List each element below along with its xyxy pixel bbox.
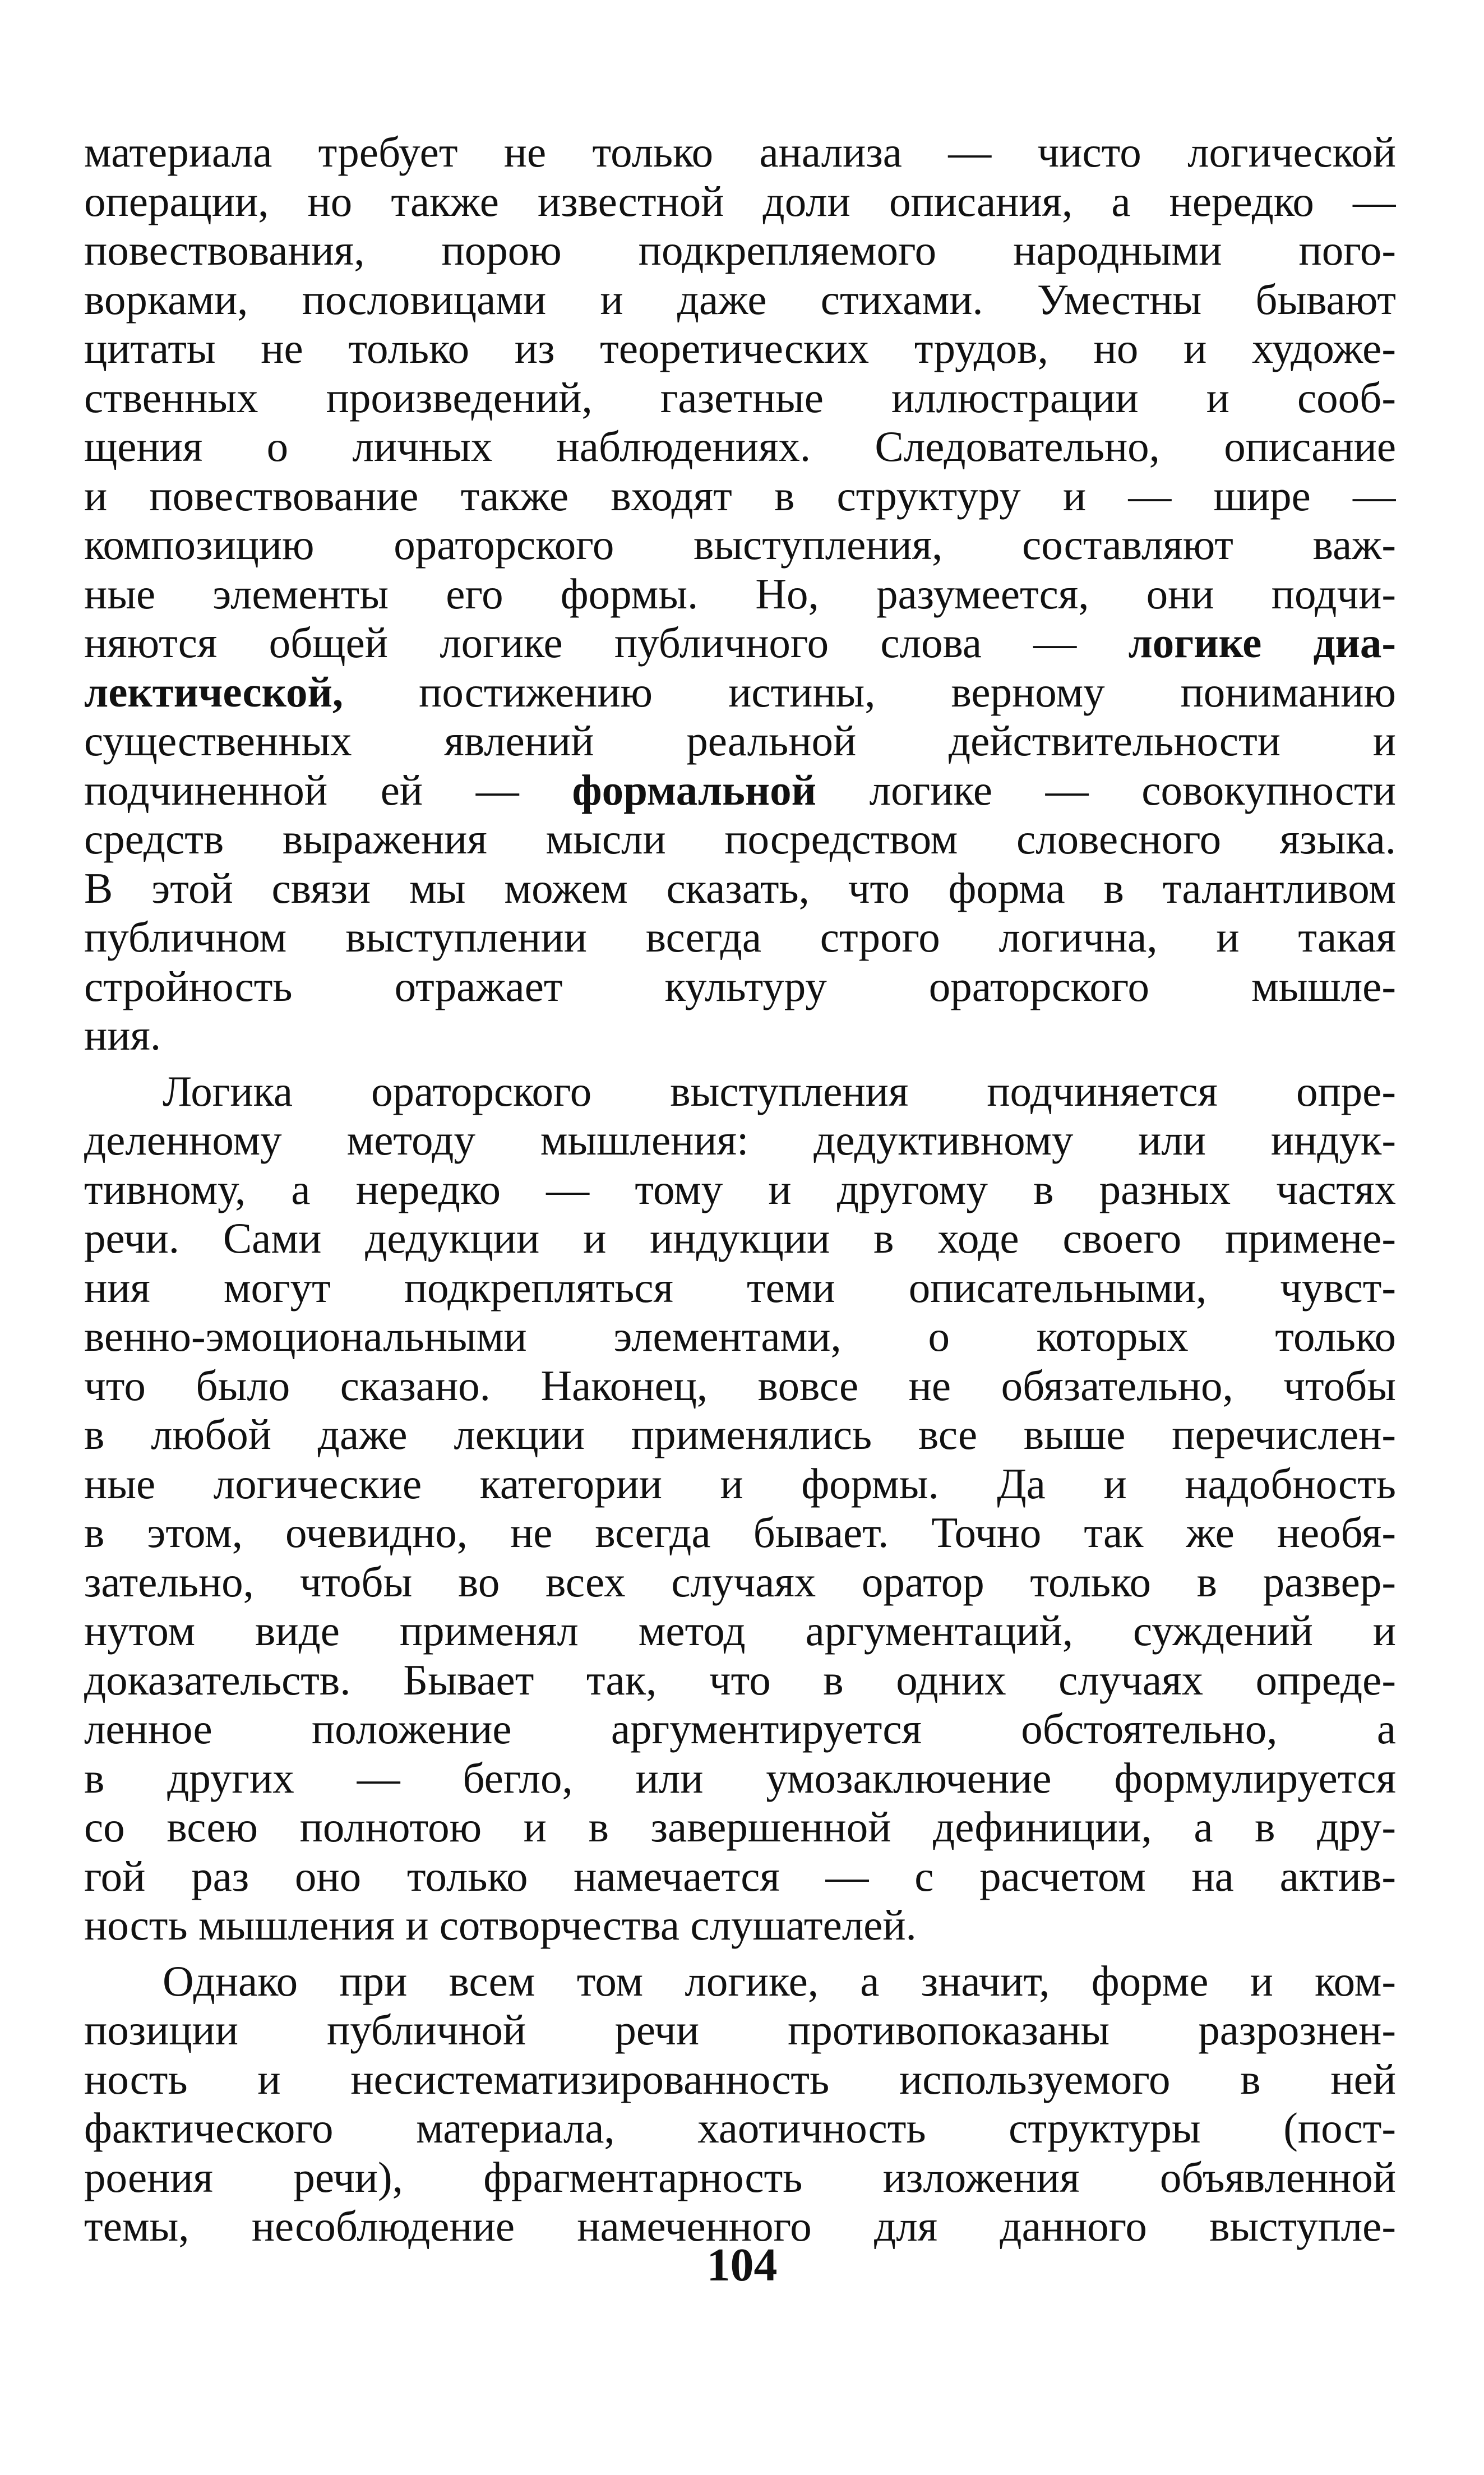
page-number: 104	[706, 2239, 778, 2291]
paragraph-gap	[84, 1950, 1396, 1957]
text-line: деленному методу мышления: дедуктивному или индук-	[84, 1116, 1396, 1164]
text-line: В этой связи мы можем сказать, что форма в талантливом	[84, 864, 1396, 912]
text-line: операции, но также известной доли описания, а нередко —	[84, 177, 1396, 225]
text-line: ственных произведений, газетные иллюстрации и сооб-	[84, 373, 1396, 422]
text-line: тивному, а нередко — тому и другому в разных частях	[84, 1165, 1396, 1213]
paragraph-gap	[84, 1060, 1396, 1067]
text-line: нутом виде применял метод аргументаций, суждений и	[84, 1606, 1396, 1655]
text-line: темы, несоблюдение намеченного для данного выступле-	[84, 2202, 1396, 2250]
text-line: доказательств. Бывает так, что в одних случаях опреде-	[84, 1655, 1396, 1704]
text-line: позиции публичной речи противопоказаны разрознен-	[84, 2006, 1396, 2054]
text-line: фактического материала, хаотичность структуры (пост-	[84, 2104, 1396, 2152]
text-line: повествования, порою подкрепляемого народными пого-	[84, 226, 1396, 274]
text-line: гой раз оно только намечается — с расчетом на актив-	[84, 1851, 1396, 1900]
text-line: роения речи), фрагментарность изложения объявленной	[84, 2153, 1396, 2201]
text-line: ворками, пословицами и даже стихами. Уместны бывают	[84, 275, 1396, 324]
text-line: венно-эмоциональными элементами, о которых только	[84, 1312, 1396, 1360]
text-line: материала требует не только анализа — чисто логической	[84, 128, 1396, 176]
text-line: со всею полнотою и в завершенной дефиниции, а в дру-	[84, 1803, 1396, 1851]
text-run: няются общей логике публичного слова —	[84, 618, 1077, 667]
text-line: ния могут подкрепляться теми описательными, чувст-	[84, 1263, 1396, 1312]
paragraph-2	[84, 1067, 1396, 1950]
text-line: Однако при всем том логике, а значит, форме и ком-	[163, 1956, 1396, 2005]
text-line	[84, 668, 1396, 717]
text-line: в других — бегло, или умозаключение формулируется	[84, 1753, 1396, 1802]
text-line: ные элементы его формы. Но, разумеется, они подчи-	[84, 569, 1396, 618]
text-line: что было сказано. Наконец, вовсе не обязательно, чтобы	[84, 1361, 1396, 1410]
text-line: в любой даже лекции применялись все выше перечислен-	[84, 1410, 1396, 1458]
bold-term-dialectical-logic-end: лектической,	[84, 667, 344, 716]
text-line: речи. Сами дедукции и индукции в ходе своего примене-	[84, 1214, 1396, 1262]
text-line: зательно, чтобы во всех случаях оратор только в развер-	[84, 1557, 1396, 1606]
text-line: цитаты не только из теоретических трудов, но и художе-	[84, 324, 1396, 372]
paragraph-1	[84, 128, 1396, 1060]
paragraph-3	[84, 1957, 1396, 2251]
text-run: подчиненной ей —	[84, 765, 519, 814]
bold-term-dialectical-logic: логике диа-	[1128, 618, 1396, 667]
text-line: в этом, очевидно, не всегда бывает. Точно так же необя-	[84, 1508, 1396, 1557]
text-run: логике — совокупности	[869, 765, 1396, 814]
text-line: средств выражения мысли посредством словесного языка.	[84, 815, 1396, 863]
text-line: существенных явлений реальной действительности и	[84, 717, 1396, 765]
text-line	[84, 766, 1396, 815]
text-line: ния.	[84, 1011, 161, 1059]
text-line: ные логические категории и формы. Да и надобность	[84, 1459, 1396, 1508]
text-line: ность мышления и сотворчества слушателей.	[84, 1901, 917, 1949]
text-line: стройность отражает культуру ораторского мышле-	[84, 962, 1396, 1010]
text-line: щения о личных наблюдениях. Следовательно, описание	[84, 422, 1396, 470]
text-line: ность и несистематизированность используемого в ней	[84, 2054, 1396, 2103]
text-line	[84, 618, 1396, 668]
text-line: публичном выступлении всегда строго логична, и такая	[84, 913, 1396, 961]
text-line: и повествование также входят в структуру и — шире —	[84, 471, 1396, 520]
page-text	[84, 128, 1396, 2251]
text-run: постижению истины, верному пониманию	[419, 667, 1396, 716]
text-line: ленное положение аргументируется обстоятельно, а	[84, 1705, 1396, 1753]
text-line: Логика ораторского выступления подчиняется опре-	[163, 1066, 1396, 1115]
text-line: композицию ораторского выступления, составляют важ-	[84, 520, 1396, 569]
bold-term-formal: формальной	[572, 765, 817, 814]
